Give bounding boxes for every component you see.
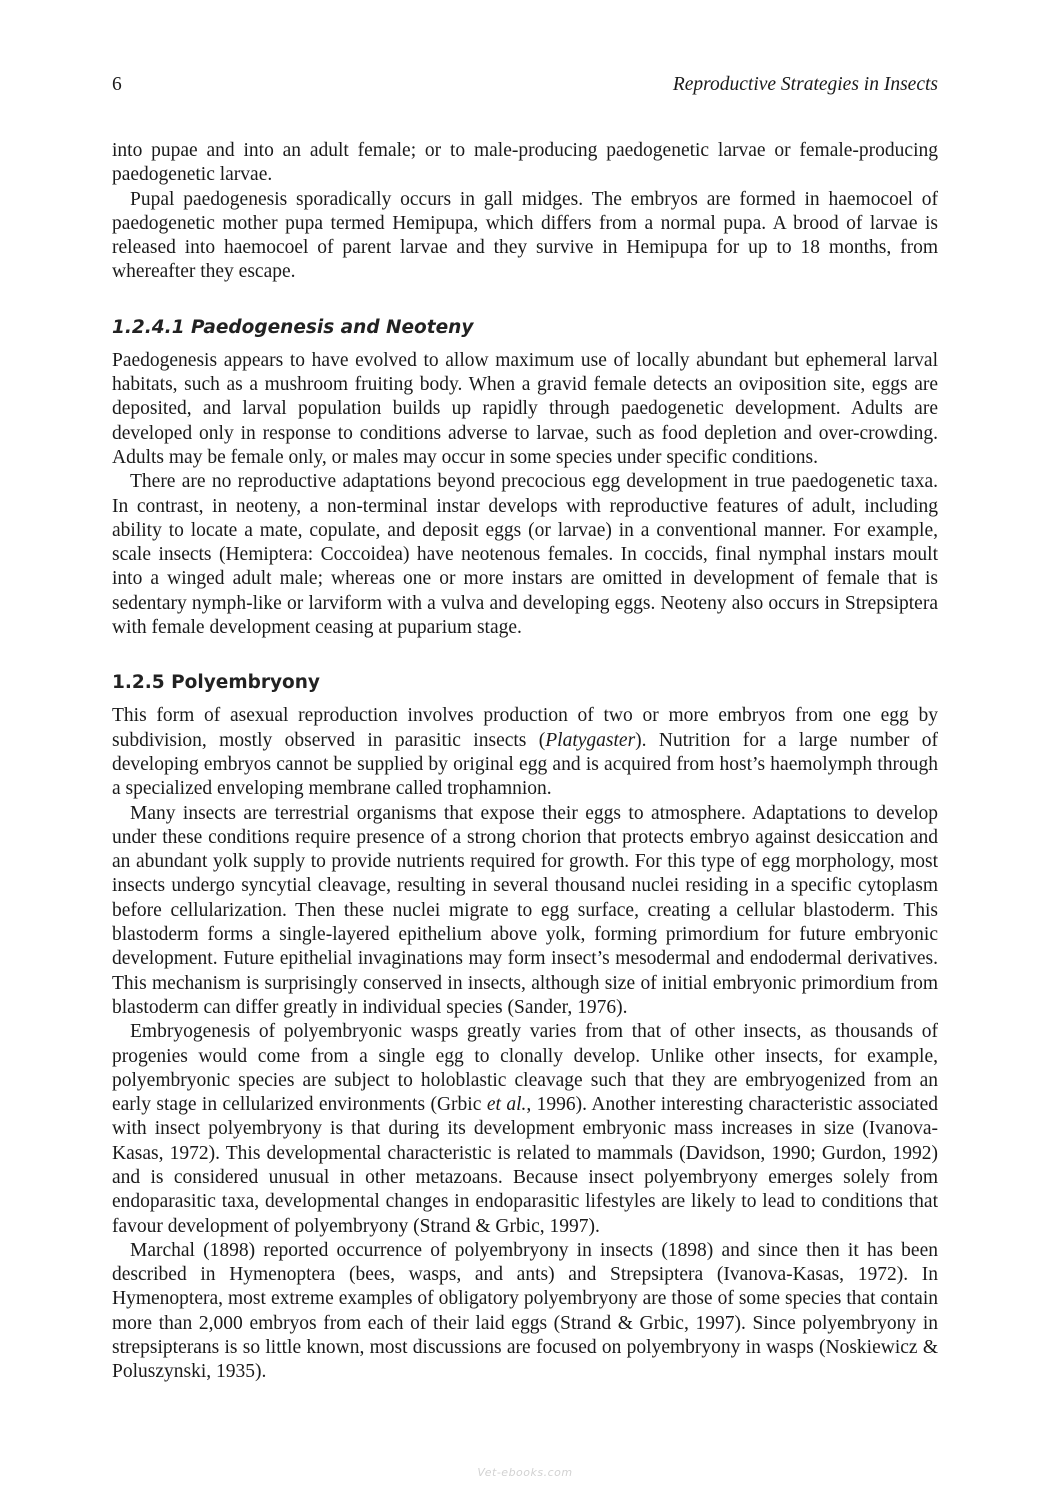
running-title: Reproductive Strategies in Insects bbox=[672, 74, 938, 95]
paragraph-pupal-paedogenesis: Pupal paedogenesis sporadically occurs in gall midges. The embryos are formed in haemocoel of paedogenetic mother pupa termed Hemipupa, which differs from a normal pupa. A brood of larvae is released into haemocoel of parent larvae and they survive in Hemipupa for up to 18 months, from whereafter they escape. bbox=[112, 188, 938, 283]
text-run: Embryogenesis of polyembryonic wasps greatly varies from that of other insects, as thousands of progenies would come from a single egg to clonally develop. Unlike other insects, for example, polyembryonic species are subject to holoblastic cleavage such that they are embryogenized from an early stage in cellularized environments (Grbic bbox=[112, 1021, 938, 1116]
paragraph-terrestrial-eggs: Many insects are terrestrial organisms that expose their eggs to atmosphere. Adaptations to develop under these conditions require presence of a strong chorion that protects embryo against desiccation and an abundant yolk supply to provide nutrients required for growth. For this type of egg morphology, most insects undergo syncytial cleavage, resulting in several thousand nuclei residing in a specific cytoplasm before cellularization. Then these nuclei migrate to egg surface, creating a cellular blastoderm. This blastoderm forms a single-layered epithelium above yolk, forming primordium for future embryonic development. Future epithelial invaginations may form insect’s mesodermal and endodermal derivatives. This mechanism is surprisingly conserved in insects, although size of initial embryonic primordium from blastoderm can differ greatly in individual species (Sander, 1976). bbox=[112, 802, 938, 1018]
italic-et-al: et al. bbox=[486, 1094, 527, 1116]
paragraph-neoteny: There are no reproductive adaptations beyond precocious egg development in true paedogenetic taxa. In contrast, in neoteny, a non-terminal instar develops with reproductive features of adult, including ability to locate a mate, copulate, and deposit eggs (or larvae) in a conventional manner. For example, scale insects (Hemiptera: Coccoidea) have neotenous females. In coccids, final nymphal instars moult into a winged adult male; whereas one or more instars are omitted in development of female that is sedentary nymph-like or larviform with a vulva and developing eggs. Neoteny also occurs in Strepsiptera with female development ceasing at puparium stage. bbox=[112, 471, 938, 639]
page-header bbox=[112, 74, 938, 100]
paragraph-paedogenesis: Paedogenesis appears to have evolved to allow maximum use of locally abundant but ephemeral larval habitats, such as a mushroom fruiting body. When a gravid female detects an oviposition site, eggs are deposited, and larval population builds up rapidly through paedogenetic development. Adults are developed only in response to conditions adverse to larvae, such as food depletion and over-crowding. Adults may be female only, or males may occur in some species under specific conditions. bbox=[112, 349, 938, 468]
watermark: Vet-ebooks.com bbox=[477, 1466, 573, 1479]
paragraph-continuation: into pupae and into an adult female; or to male-producing paedogenetic larvae or female-producing paedogenetic larvae. bbox=[112, 140, 938, 186]
paragraph-polyembryony-intro bbox=[112, 704, 938, 801]
heading-paedogenesis-neoteny: 1.2.4.1 Paedogenesis and Neoteny bbox=[112, 316, 474, 338]
heading-polyembryony: 1.2.5 Polyembryony bbox=[112, 672, 320, 694]
page-body bbox=[112, 139, 938, 1385]
text-run: ). Nutrition for a large number of developing embryos cannot be supplied by original egg and is acquired from host’s haemolymph through a specialized enveloping membrane called trophamnion. bbox=[112, 729, 939, 800]
text-run: , 1996). Another interesting characteristic associated with insect polyembryony is that during its development embryonic mass increases in size (Ivanova-Kasas, 1972). This developmental characteristic is related to mammals (Davidson, 1990; Gurdon, 1992) and is considered unusual in other metazoans. Because insect polyembryony emerges solely from endoparasitic taxa, developmental changes in endoparasitic lifestyles are likely to lead to conditions that favour development of polyembryony (Strand & Grbic, 1997). bbox=[112, 1094, 938, 1237]
paragraph-embryogenesis bbox=[112, 1020, 938, 1239]
italic-taxon: Platygaster bbox=[545, 729, 636, 751]
text-run: This form of asexual reproduction involves production of two or more embryos from one egg by subdivision, mostly observed in parasitic insects ( bbox=[112, 705, 938, 751]
page-number: 6 bbox=[112, 74, 122, 95]
paragraph-marchal: Marchal (1898) reported occurrence of polyembryony in insects (1898) and since then it has been described in Hymenoptera (bees, wasps, and ants) and Strepsiptera (Ivanova-Kasas, 1972). In Hymenoptera, most extreme examples of obligatory polyembryony are those of some species that contain more than 2,000 embryos from each of their laid eggs (Strand & Grbic, 1997). Since polyembryony in strepsipterans is so little known, most discussions are focused on polyembryony in wasps (Noskiewicz & Poluszynski, 1935). bbox=[112, 1239, 938, 1383]
